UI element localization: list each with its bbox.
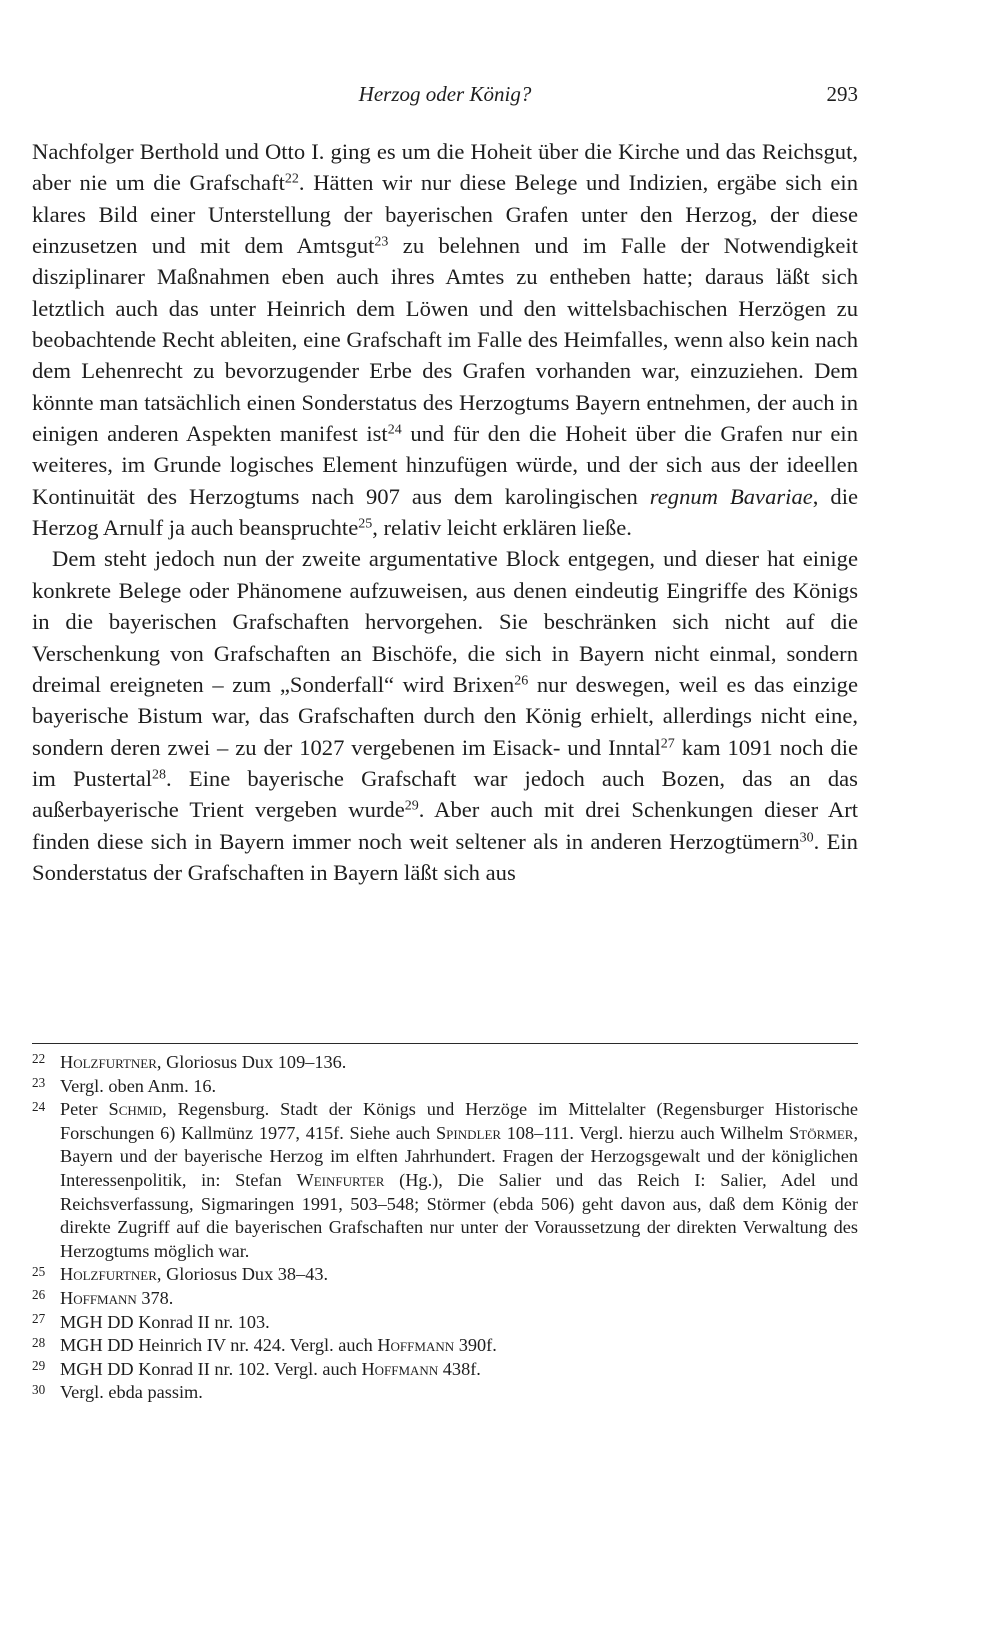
author-name: Holzfurtner — [60, 1264, 157, 1285]
footnote-ref[interactable]: 29 — [404, 798, 419, 814]
footnote-28: 28 MGH DD Heinrich IV nr. 424. Vergl. auch Hoffmann 390f. — [32, 1334, 497, 1356]
author-name: Hoffmann — [377, 1335, 455, 1356]
text-run: nur deswegen, weil es das einzige bayerische Bistum war, das Grafschaften durch den König erhielt, allerdings nicht eine, sondern deren zwei – zu der 1027 vergebenen im Eisack- und Inntal — [32, 671, 858, 760]
running-header — [32, 78, 858, 110]
footnote-text: , Gloriosus Dux 38–43. — [156, 1264, 329, 1285]
footnote-text: Peter — [60, 1099, 109, 1120]
footnote-text: , Regensburg. Stadt der Königs und Herzöge im Mittelalter (Regensburger Historische Forschungen 6) Kallmünz 1977, 415f. Siehe auch — [60, 1099, 858, 1143]
text-run: . Eine bayerische Grafschaft war jedoch auch Bozen, das an das außerbayerische Trient vergeben wurde — [32, 765, 858, 823]
footnote-25: 25 Holzfurtner, Gloriosus Dux 38–43. — [32, 1263, 329, 1285]
page-number: 293 — [826, 82, 858, 106]
text-run: . Hätten wir nur diese Belege und Indizien, ergäbe sich ein klares Bild einer Unterstellung der bayerischen Grafen unter den Herzog, der diese einzusetzen und mit dem Amtsgut — [32, 170, 858, 259]
footnote-text: MGH DD Heinrich IV nr. 424. Vergl. auch — [60, 1335, 378, 1356]
footnote-24: 24 Peter Schmid, Regensburg. Stadt der Königs und Herzöge im Mittelalter (Regensburger Historische Forschungen 6) Kallmünz 1977, 415f. Siehe auch Spindler 108–111. Vergl. hierzu auch Wilhelm Störmer, Bayern und der bayerische Herzog im elften Jahrhundert. Fragen der Herzogsgewalt und der königlichen Interessenpolitik, in: Stefan Weinfurter (Hg.), Die Salier und das Reich I: Salier, Adel und Reichsverfassung, Sigmaringen 1991, 503–548; Störmer (ebda 506) geht davon aus, daß dem König der direkte Zugriff auf die bayerischen Grafschaften nur unter der Voraussetzung der direkten Verwaltung des Herzogtums möglich war. — [32, 1098, 859, 1261]
footnote-27: 27 MGH DD Konrad II nr. 103. — [32, 1310, 270, 1332]
footnote-ref[interactable]: 22 — [284, 171, 299, 187]
author-name: Hoffmann — [60, 1287, 137, 1308]
footnote-divider — [32, 1043, 858, 1044]
footnotes — [32, 1051, 858, 1405]
text-run: Dem steht jedoch nun der zweite argumentative Block entgegen, und dieser hat einige konkrete Belege oder Phänomene aufzuweisen, aus denen eindeutig Eingriffe des Königs in die bayerischen Grafschaften hervorgehen. Sie beschränken sich nicht auf die Verschenkung von Grafschaften an Bischöfe, die sich in Bayern nicht einmal, sondern dreimal ereigneten – zum „Sonderfall“ wird Brixen — [32, 546, 858, 697]
footnote-29: 29 MGH DD Konrad II nr. 102. Vergl. auch Hoffmann 438f. — [32, 1358, 481, 1379]
footnote-ref[interactable]: 26 — [514, 673, 529, 689]
footnote-ref[interactable]: 24 — [387, 422, 402, 438]
footnote-text: 378. — [136, 1287, 174, 1308]
footnote-text: MGH DD Konrad II nr. 102. Vergl. auch — [60, 1358, 362, 1379]
footnote-ref[interactable]: 23 — [374, 234, 389, 250]
author-name: Holzfurtner — [60, 1052, 157, 1072]
footnote-ref[interactable]: 28 — [152, 767, 167, 783]
footnote-text: MGH DD Konrad II nr. 103. — [60, 1311, 270, 1332]
footnote-text: , Gloriosus Dux 109–136. — [156, 1052, 347, 1072]
footnote-text: 438f. — [438, 1358, 481, 1379]
footnote-23: 23 Vergl. oben Anm. 16. — [32, 1074, 217, 1096]
author-name: Störmer — [789, 1122, 854, 1143]
author-name: Weinfurter — [296, 1169, 385, 1190]
footnote-text: 108–111. Vergl. hierzu auch Wilhelm — [501, 1122, 790, 1143]
footnote-26: 26 Hoffmann 378. — [32, 1287, 174, 1308]
footnote-ref[interactable]: 25 — [358, 516, 373, 532]
footnote-text: (Hg.), Die Salier und das Reich I: Salier, Adel und Reichsverfassung, Sigmaringen 1991, 503–548; Störmer (ebda 506) geht davon aus, daß dem König der direkte Zugriff auf die bayerischen Grafschaften nur unter der Voraussetzung der direkten Verwaltung des Herzogtums möglich war. — [60, 1169, 858, 1261]
text-run: Nachfolger Berthold und Otto I. ging es um die Hoheit über die Kirche und das Reichsgut, aber nie um die Grafschaft — [32, 139, 858, 196]
text-run: zu belehnen und im Falle der Notwendigkeit disziplinarer Maßnahmen eben auch ihres Amtes zu entheben hatte; daraus läßt sich letztlich auch das unter Heinrich dem Löwen und den wittelsbachischen Herzögen zu beobachtende Recht ableiten, eine Grafschaft im Falle des Heimfalles, wenn also kein nach dem Lehenrecht zu bevorzugender Erbe des Grafen vorhanden war, einzuziehen. Dem könnte man tatsächlich einen Sonderstatus des Herzogtums Bayern entnehmen, der auch in einigen anderen Aspekten manifest ist — [32, 233, 858, 447]
paragraph — [32, 543, 858, 888]
author-name: Hoffmann — [361, 1358, 439, 1379]
footnote-text: 390f. — [454, 1335, 497, 1356]
paragraph — [32, 136, 858, 543]
footnote-text: Vergl. ebda passim. — [60, 1382, 203, 1403]
footnote-text: Vergl. oben Anm. 16. — [60, 1075, 217, 1096]
text-run: . Aber auch mit drei Schenkungen dieser Art finden diese sich in Bayern immer noch weit seltener als in anderen Herzogtümern — [32, 797, 858, 854]
running-title: Herzog oder König? — [358, 82, 532, 106]
footnote-30: 30 Vergl. ebda passim. — [32, 1381, 203, 1403]
main-text — [32, 136, 858, 888]
author-name: Schmid — [108, 1099, 163, 1120]
footnote-ref[interactable]: 27 — [660, 735, 675, 751]
author-name: Spindler — [436, 1122, 502, 1143]
text-run: und für den die Hoheit über die Grafen nur ein weiteres, im Grunde logisches Element hinzufügen würde, und der sich aus der ideellen Kontinuität des Herzogtums nach 907 aus dem karolingischen — [32, 421, 859, 509]
footnote-text: , Bayern und der bayerische Herzog im elften Jahrhundert. Fragen der Herzogsgewalt und der königlichen Interessenpolitik, in: Stefan — [60, 1122, 859, 1190]
text-run: , die Herzog Arnulf ja auch beanspruchte — [32, 483, 859, 541]
footnote-22: 22 Holzfurtner, Gloriosus Dux 109–136. — [32, 1051, 347, 1072]
text-run: kam 1091 noch die im Pustertal — [32, 734, 858, 791]
text-run: , relativ leicht erklären ließe. — [372, 515, 632, 541]
text-run: . Ein Sonderstatus der Grafschaften in Bayern läßt sich aus — [32, 828, 858, 885]
italic-term: regnum Bavariae — [649, 483, 813, 509]
footnote-ref[interactable]: 30 — [799, 829, 814, 845]
